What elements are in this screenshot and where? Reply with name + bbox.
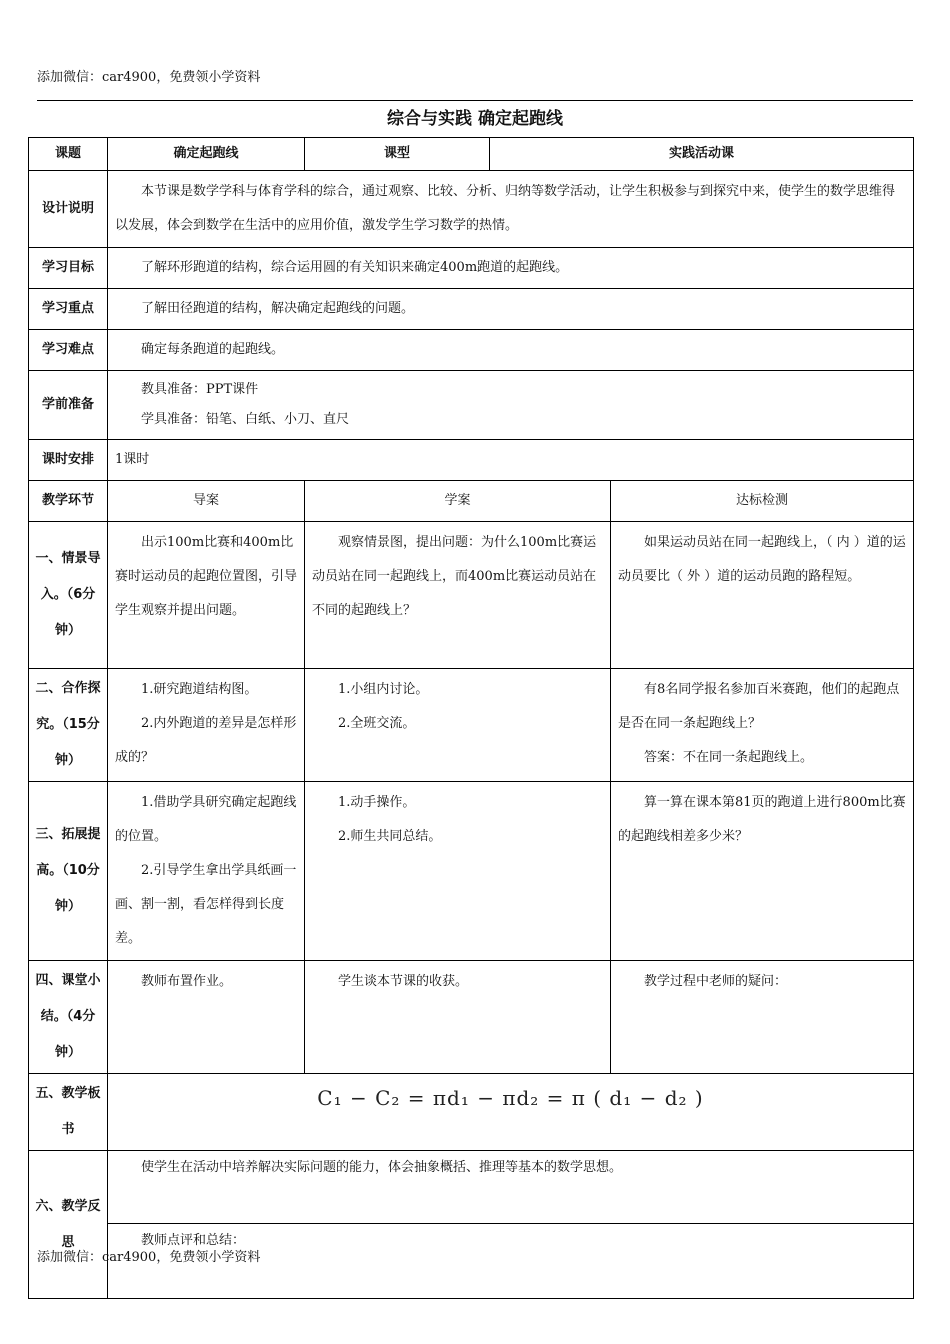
header-divider: [37, 100, 913, 101]
stage-check: 算一算在课本第81页的跑道上进行800m比赛的起跑线相差多少米？: [611, 782, 914, 961]
stage-row: [29, 669, 914, 782]
header-note: 添加微信：car4900，免费领小学资料: [37, 70, 261, 85]
stage-guide: 1.研究跑道结构图。 2.内外跑道的差异是怎样形成的？: [108, 669, 305, 782]
topic-value: 确定起跑线: [108, 138, 305, 171]
design-label: 设计说明: [29, 171, 108, 248]
stage-name: 一、情景导入。（6分钟）: [29, 522, 108, 669]
footer-note: 添加微信：car4900，免费领小学资料: [37, 1250, 261, 1265]
schedule-text: 1课时: [108, 440, 914, 481]
stage-name: 二、合作探究。（15分钟）: [29, 669, 108, 782]
stage-name: 四、课堂小结。（4分钟）: [29, 961, 108, 1074]
board-formula: C₁ − C₂ = πd₁ − πd₂ = π ( d₁ − d₂ ): [108, 1074, 914, 1151]
stage-check: 有8名同学报名参加百米赛跑，他们的起跑点是否在同一条起跑线上？ 答案：不在同一条起跑线上。: [611, 669, 914, 782]
key-text: 了解田径跑道的结构，解决确定起跑线的问题。: [108, 289, 914, 330]
goal-label: 学习目标: [29, 248, 108, 289]
reflection-label: 六、教学反思: [29, 1151, 108, 1299]
type-value: 实践活动课: [490, 138, 914, 171]
goal-text: 了解环形跑道的结构，综合运用圆的有关知识来确定400m跑道的起跑线。: [108, 248, 914, 289]
teacher-comment: 教师点评和总结：: [108, 1224, 914, 1299]
check-column-header: 达标检测: [611, 481, 914, 522]
difficulty-label: 学习难点: [29, 330, 108, 371]
board-label: 五、教学板书: [29, 1074, 108, 1151]
stage-column-header: 教学环节: [29, 481, 108, 522]
study-column-header: 学案: [305, 481, 611, 522]
reflection-text: 使学生在活动中培养解决实际问题的能力，体会抽象概括、推理等基本的数学思想。: [108, 1151, 914, 1224]
prep-text: [108, 371, 914, 440]
guide-column-header: 导案: [108, 481, 305, 522]
prep-teacher: 教具准备：PPT课件: [141, 382, 259, 397]
schedule-label: 课时安排: [29, 440, 108, 481]
stage-guide: 教师布置作业。: [108, 961, 305, 1074]
difficulty-text: 确定每条跑道的起跑线。: [108, 330, 914, 371]
stage-study: 1.小组内讨论。 2.全班交流。: [305, 669, 611, 782]
lesson-plan-table: [28, 137, 914, 1299]
type-label: 课型: [305, 138, 490, 171]
stage-study: 观察情景图，提出问题：为什么100m比赛运动员站在同一起跑线上，而400m比赛运动员站在不同的起跑线上？: [305, 522, 611, 669]
prep-student: 学具准备：铅笔、白纸、小刀、直尺: [141, 412, 350, 427]
key-label: 学习重点: [29, 289, 108, 330]
stage-name: 三、拓展提高。（10分钟）: [29, 782, 108, 961]
page-title: 综合与实践 确定起跑线: [387, 109, 563, 129]
stage-study: 学生谈本节课的收获。: [305, 961, 611, 1074]
design-text: 本节课是数学学科与体育学科的综合，通过观察、比较、分析、归纳等数学活动，让学生积极参与到探究中来，使学生的数学思维得以发展，体会到数学在生活中的应用价值，激发学生学习数学的热情。: [108, 171, 914, 248]
stage-check: 如果运动员站在同一起跑线上，（ 内 ）道的运动员要比（ 外 ）道的运动员跑的路程短。: [611, 522, 914, 669]
prep-label: 学前准备: [29, 371, 108, 440]
stage-guide: 1.借助学具研究确定起跑线的位置。 2.引导学生拿出学具纸画一画、割一割，看怎样得到长度差。: [108, 782, 305, 961]
stage-guide: 出示100m比赛和400m比赛时运动员的起跑位置图，引导学生观察并提出问题。: [108, 522, 305, 669]
stage-row: [29, 961, 914, 1074]
stage-row: [29, 522, 914, 669]
stage-study: 1.动手操作。 2.师生共同总结。: [305, 782, 611, 961]
stage-row: [29, 782, 914, 961]
stage-check: 教学过程中老师的疑问：: [611, 961, 914, 1074]
topic-label: 课题: [29, 138, 108, 171]
